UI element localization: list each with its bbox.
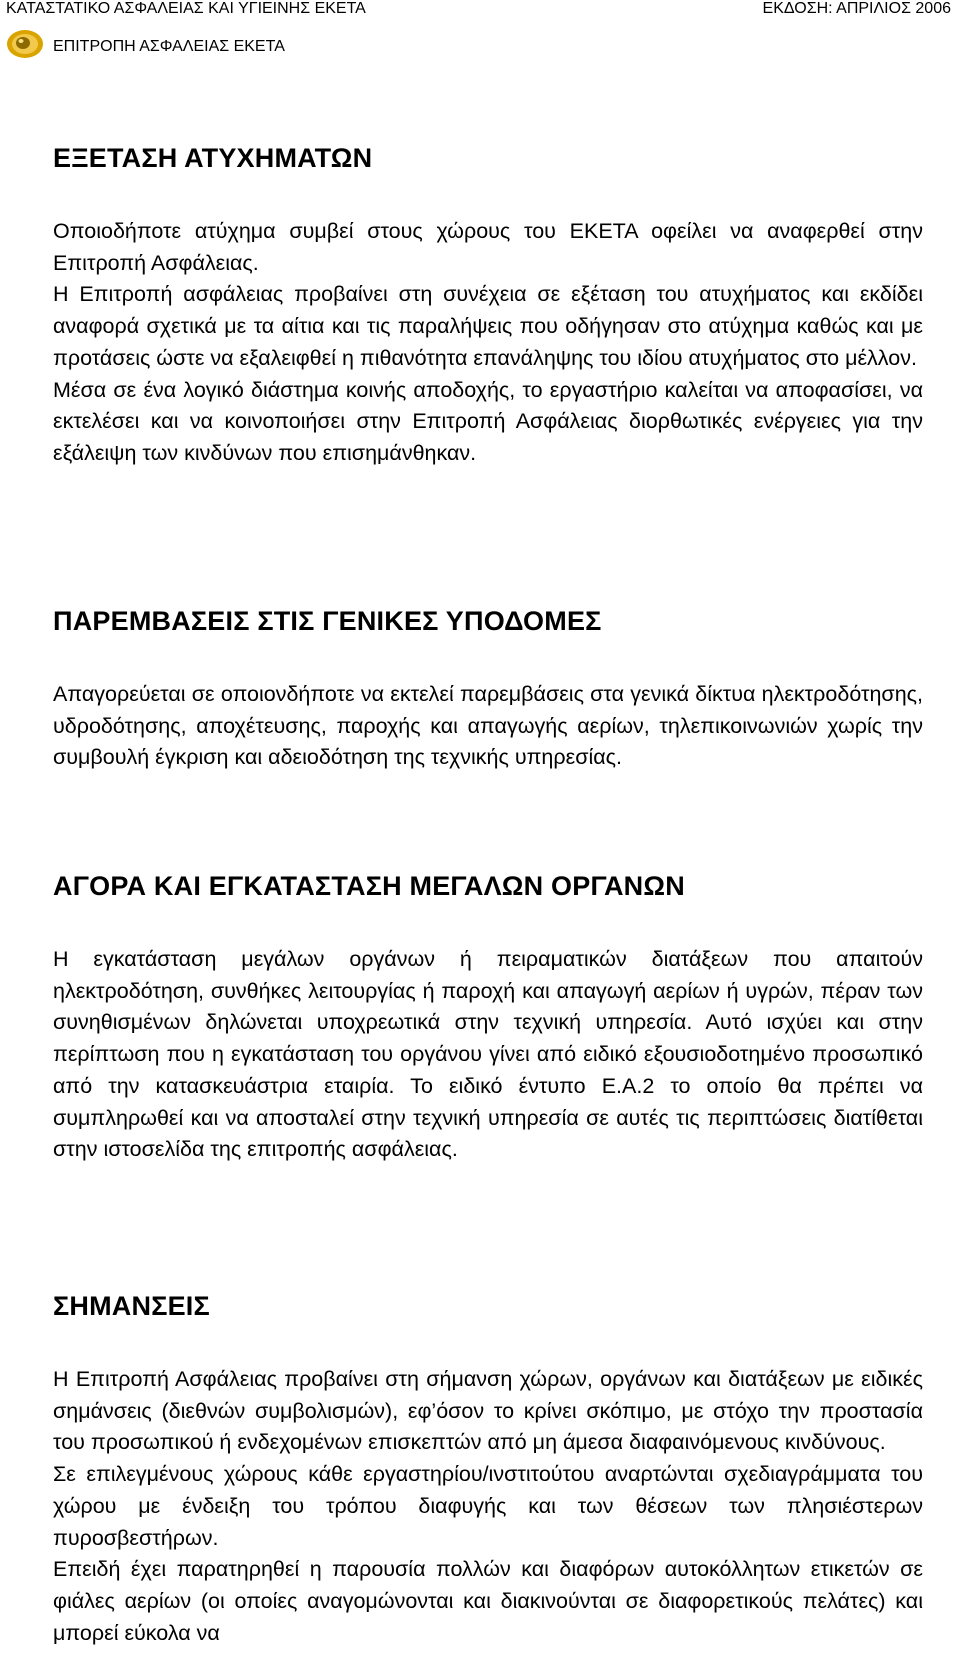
running-header: [6, 0, 951, 18]
section-title: ΣΗΜΑΝΣΕΙΣ: [53, 1291, 210, 1321]
section-infrastructure-interventions: [53, 605, 923, 774]
paragraph: Μέσα σε ένα λογικό διάστημα κοινής αποδοχής, το εργαστήριο καλείται να αποφασίσει, να εκτελέσει και να κοινοποιήσει στην Επιτροπή Ασφάλειας διορθωτικές ενέργειες για την εξάλειψη των κινδύνων που επισημάνθηκαν.: [53, 377, 923, 465]
paragraph: Σε επιλεγμένους χώρους κάθε εργαστηρίου/ινστιτούτου αναρτώνται σχεδιαγράμματα του χώρου με ένδειξη του τρόπου διαφυγής και των θέσεων των πλησιέστερων πυροσβεστήρων.: [53, 1462, 923, 1550]
paragraph: Η Επιτροπή Ασφάλειας προβαίνει στη σήμανση χώρων, οργάνων και διατάξεων με ειδικές σημάνσεις (διεθνών συμβολισμών), εφ’όσον το κρίνει σκόπιμο, με στόχο την προστασία του προσωπικού ή ενδεχομένων επισκεπτών από μη άμεσα διαφαινόμενους κινδύνους.: [53, 1367, 923, 1455]
paragraph: Η εγκατάσταση μεγάλων οργάνων ή πειραματικών διατάξεων που απαιτούν ηλεκτροδότηση, συνθήκες λειτουργίας ή παροχή και απαγωγή αερίων ή υγρών, πέραν των συνηθισμένων δηλώνεται υποχρεωτικά στην τεχνική υπηρεσία. Αυτό ισχύει και στην περίπτωση που η εγκατάσταση του οργάνου γίνει από ειδικό εξουσιοδοτημένο προσωπικό από την κατασκευάστρια εταιρία. Το ειδικό έντυπο Ε.Α.2 το οποίο θα πρέπει να συμπληρωθεί και να αποσταλεί στην τεχνική υπηρεσία σε αυτές τις περιπτώσεις διατίθεται στην ιστοσελίδα της επιτροπής ασφάλειας.: [53, 947, 923, 1162]
section-title: ΑΓΟΡΑ ΚΑΙ ΕΓΚΑΤΑΣΤΑΣΗ ΜΕΓΑΛΩΝ ΟΡΓΑΝΩΝ: [53, 871, 685, 901]
section-accident-investigation: [53, 142, 923, 470]
header-edition: ΕΚΔΟΣΗ: ΑΠΡΙΛΙΟΣ 2006: [762, 0, 951, 17]
section-signage: [53, 1290, 923, 1649]
header-document-title: ΚΑΤΑΣΤΑΤΙΚΟ ΑΣΦΑΛΕΙΑΣ ΚΑΙ ΥΓΙΕΙΝΗΣ ΕΚΕΤΑ: [6, 0, 366, 17]
section-title: ΠΑΡΕΜΒΑΣΕΙΣ ΣΤΙΣ ΓΕΝΙΚΕΣ ΥΠΟΔΟΜΕΣ: [53, 606, 602, 636]
paragraph: Απαγορεύεται σε οποιονδήποτε να εκτελεί παρεμβάσεις στα γενικά δίκτυα ηλεκτροδότησης, υδροδότησης, αποχέτευσης, παροχής και απαγωγής αερίων, τηλεπικοινωνιών χωρίς την συμβουλή έγκριση και αδειοδότηση της τεχνικής υπηρεσίας.: [53, 682, 923, 770]
eketa-logo-icon: [4, 27, 46, 61]
section-title: ΕΞΕΤΑΣΗ ΑΤΥΧΗΜΑΤΩΝ: [53, 143, 373, 173]
paragraph: Οποιοδήποτε ατύχημα συμβεί στους χώρους του ΕΚΕΤΑ οφείλει να αναφερθεί στην Επιτροπή Ασφάλειας.: [53, 219, 923, 275]
paragraph: Η Επιτροπή ασφάλειας προβαίνει στη συνέχεια σε εξέταση του ατυχήματος και εκδίδει αναφορά σχετικά με τα αίτια και τις παραλήψεις που οδήγησαν στο ατύχημα καθώς και με προτάσεις ώστε να εξαλειφθεί η πιθανότητα επανάληψης του ιδίου ατυχήματος στο μέλλον.: [53, 282, 923, 370]
section-large-instruments: [53, 870, 923, 1166]
header-committee: ΕΠΙΤΡΟΠΗ ΑΣΦΑΛΕΙΑΣ ΕΚΕΤΑ: [53, 38, 285, 55]
paragraph: Επειδή έχει παρατηρηθεί η παρουσία πολλών και διαφόρων αυτοκόλλητων ετικετών σε φιάλες αερίων (οι οποίες αναγομώνονται και διακινούνται σε διαφορετικούς πελάτες) και μπορεί εύκολα να: [53, 1557, 923, 1645]
